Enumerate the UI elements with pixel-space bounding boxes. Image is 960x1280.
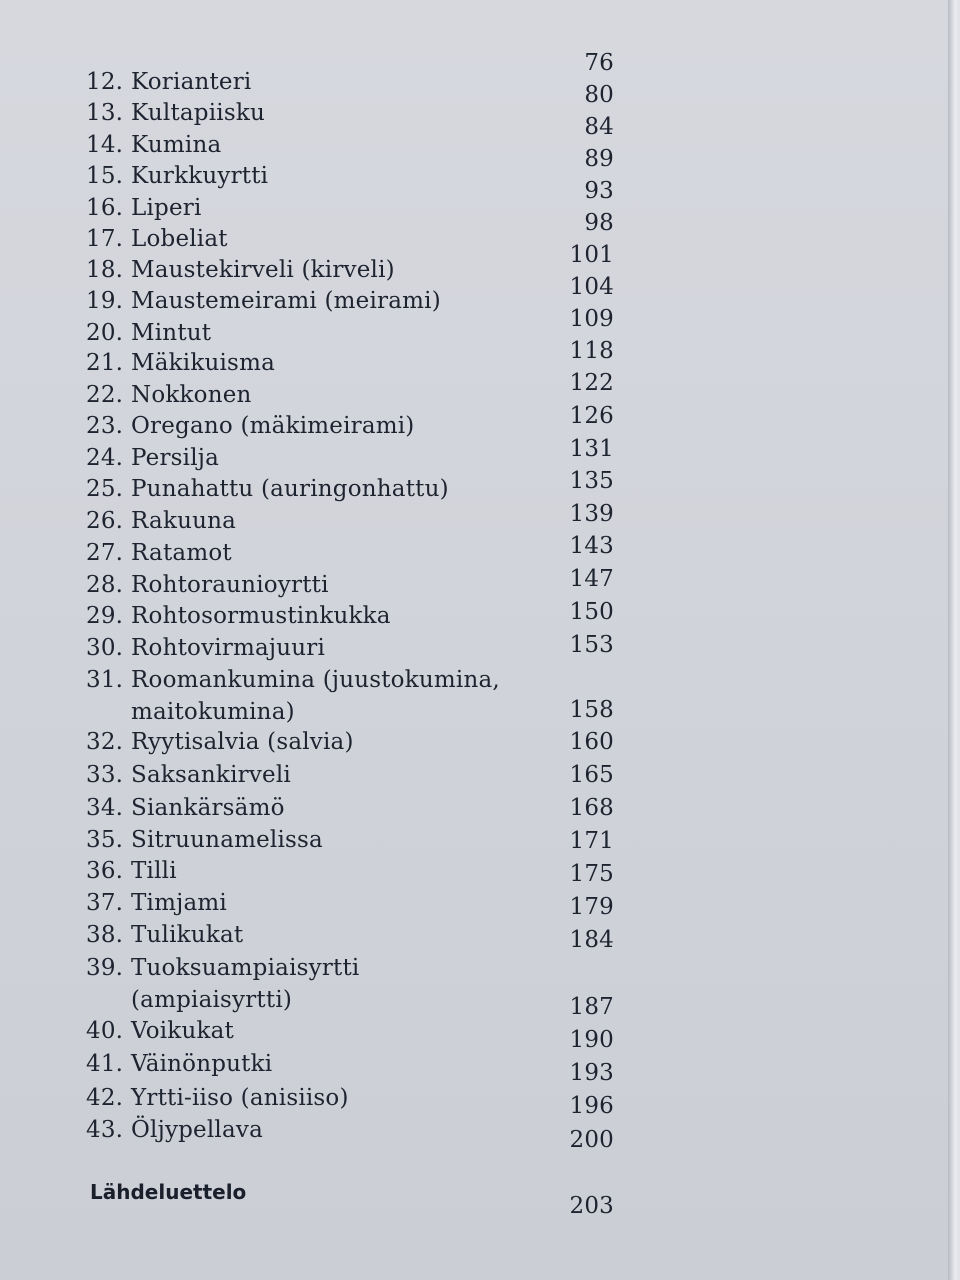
entry-page-number: 118 — [569, 338, 614, 364]
entry-page-number: 158 — [569, 697, 614, 723]
entry-number: 12. — [86, 69, 124, 95]
entry-number: 40. — [86, 1018, 124, 1044]
entry-title: Rohtosormustinkukka — [131, 603, 391, 629]
entry-page-number: 147 — [569, 566, 614, 592]
entry-page-number: 165 — [569, 762, 614, 788]
entry-number: 21. — [86, 350, 124, 376]
entry-title: Punahattu (auringonhattu) — [131, 476, 449, 502]
entry-page-number: 179 — [569, 894, 614, 920]
entry-title: Roomankumina (juustokumina, — [131, 667, 500, 693]
entry-title: Kurkkuyrtti — [131, 163, 269, 189]
entry-number: 34. — [86, 795, 124, 821]
entry-number: 19. — [86, 288, 124, 314]
entry-number: 20. — [86, 320, 124, 346]
entry-number: 33. — [86, 762, 124, 788]
entry-page-number: 184 — [569, 927, 614, 953]
entry-number: 26. — [86, 508, 124, 534]
entry-title: Korianteri — [131, 69, 252, 95]
bibliography-title: Lähdeluettelo — [90, 1180, 247, 1204]
entry-page-number: 193 — [569, 1060, 614, 1086]
entry-title: Tuoksuampiaisyrtti — [131, 955, 360, 981]
entry-title-continuation: maitokumina) — [131, 699, 295, 725]
entry-number: 15. — [86, 163, 124, 189]
entry-title: Maustemeirami (meirami) — [131, 288, 441, 314]
entry-title: Yrtti-iiso (anisiiso) — [131, 1085, 349, 1111]
entry-page-number: 200 — [569, 1127, 614, 1153]
entry-page-number: 150 — [569, 599, 614, 625]
entry-page-number: 126 — [569, 403, 614, 429]
entry-title: Siankärsämö — [131, 795, 285, 821]
entry-title: Liperi — [131, 195, 202, 221]
entry-number: 14. — [86, 132, 124, 158]
entry-number: 25. — [86, 476, 124, 502]
entry-number: 28. — [86, 572, 124, 598]
entry-title: Tilli — [131, 858, 177, 884]
entry-page-number: 131 — [569, 436, 614, 462]
entry-page-number: 98 — [584, 210, 614, 236]
entry-page-number: 160 — [569, 729, 614, 755]
entry-page-number: 190 — [569, 1027, 614, 1053]
entry-title: Nokkonen — [131, 382, 252, 408]
entry-page-number: 168 — [569, 795, 614, 821]
entry-page-number: 143 — [569, 533, 614, 559]
entry-title: Väinönputki — [131, 1051, 273, 1077]
entry-page-number: 175 — [569, 861, 614, 887]
entry-title: Ratamot — [131, 540, 232, 566]
entry-title: Mäkikuisma — [131, 350, 275, 376]
entry-number: 29. — [86, 603, 124, 629]
entry-page-number: 104 — [569, 274, 614, 300]
entry-number: 30. — [86, 635, 124, 661]
entry-title: Ryytisalvia (salvia) — [131, 729, 354, 755]
entry-title: Öljypellava — [131, 1117, 264, 1143]
entry-number: 16. — [86, 195, 124, 221]
entry-number: 23. — [86, 413, 124, 439]
entry-page-number: 153 — [569, 632, 614, 658]
entry-number: 18. — [86, 257, 124, 283]
entry-page-number: 93 — [584, 178, 614, 204]
entry-title: Lobeliat — [131, 226, 228, 252]
entry-title: Timjami — [131, 890, 227, 916]
entry-page-number: 139 — [569, 501, 614, 527]
entry-title: Voikukat — [131, 1018, 234, 1044]
entry-page-number: 101 — [569, 242, 614, 268]
entry-number: 43. — [86, 1117, 124, 1143]
entry-page-number: 171 — [569, 828, 614, 854]
entry-title: Sitruunamelissa — [131, 827, 323, 853]
entry-number: 39. — [86, 955, 124, 981]
entry-number: 27. — [86, 540, 124, 566]
entry-page-number: 135 — [569, 468, 614, 494]
entry-number: 37. — [86, 890, 124, 916]
entry-page-number: 196 — [569, 1093, 614, 1119]
entry-page-number: 80 — [584, 82, 614, 108]
entry-number: 13. — [86, 100, 124, 126]
entry-title-continuation: (ampiaisyrtti) — [131, 987, 293, 1013]
entry-page-number: 122 — [569, 370, 614, 396]
entry-number: 38. — [86, 922, 124, 948]
entry-page-number: 84 — [584, 114, 614, 140]
entry-number: 36. — [86, 858, 124, 884]
entry-title: Saksankirveli — [131, 762, 291, 788]
entry-title: Rohtovirmajuuri — [131, 635, 326, 661]
entry-title: Kultapiisku — [131, 100, 265, 126]
entry-title: Mintut — [131, 320, 212, 346]
entry-page-number: 89 — [584, 146, 614, 172]
entry-page-number: 109 — [569, 306, 614, 332]
entry-title: Persilja — [131, 445, 220, 471]
bibliography-page-number: 203 — [569, 1193, 614, 1219]
entry-title: Rakuuna — [131, 508, 237, 534]
entry-number: 24. — [86, 445, 124, 471]
entry-number: 41. — [86, 1051, 124, 1077]
entry-title: Rohtoraunioyrtti — [131, 572, 329, 598]
entry-title: Oregano (mäkimeirami) — [131, 413, 415, 439]
entry-title: Kumina — [131, 132, 222, 158]
entry-number: 42. — [86, 1085, 124, 1111]
entry-number: 31. — [86, 667, 124, 693]
entry-title: Maustekirveli (kirveli) — [131, 257, 395, 283]
entry-number: 17. — [86, 226, 124, 252]
entry-page-number: 76 — [584, 50, 614, 76]
entry-number: 35. — [86, 827, 124, 853]
entry-number: 32. — [86, 729, 124, 755]
entry-title: Tulikukat — [131, 922, 244, 948]
entry-page-number: 187 — [569, 994, 614, 1020]
entry-number: 22. — [86, 382, 124, 408]
page-edge — [948, 0, 960, 1280]
